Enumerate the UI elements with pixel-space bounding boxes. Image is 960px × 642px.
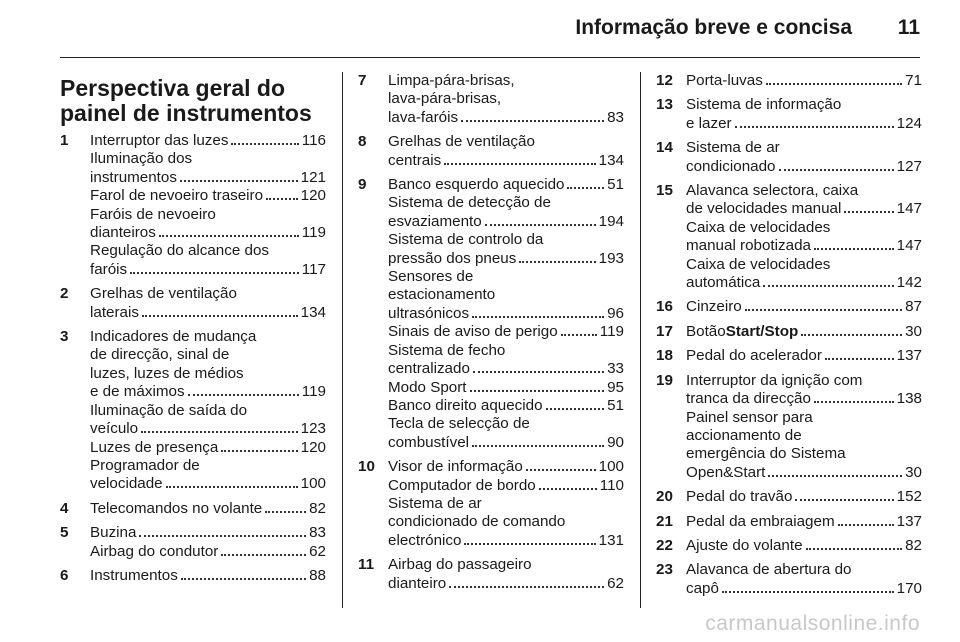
entry-line-with-page [686, 158, 922, 176]
entry-number: 14 [656, 139, 673, 157]
column-divider [342, 72, 343, 608]
entry-text: e de máximos [90, 383, 185, 401]
dot-leader [814, 387, 894, 403]
entry-text: Computador de bordo [388, 476, 536, 494]
index-entry [656, 72, 922, 90]
dot-leader [768, 461, 902, 477]
entry-list [358, 72, 624, 593]
entry-text: Airbag do condutor [90, 542, 219, 560]
entry-number: 6 [60, 566, 69, 584]
dot-leader [139, 521, 306, 537]
index-entry [60, 524, 326, 561]
entry-text: Modo Sport [388, 378, 467, 396]
entry-number: 10 [358, 458, 375, 476]
entry-text: condicionado de comando [388, 513, 566, 531]
entry-number: 4 [60, 499, 69, 517]
index-entry [656, 298, 922, 316]
entry-number: 16 [656, 298, 673, 316]
entry-line-with-page [90, 567, 326, 585]
page-number: 11 [897, 16, 920, 39]
page-reference: 120 [300, 187, 326, 205]
page-reference: 131 [598, 531, 624, 549]
entry-text: laterais [90, 303, 139, 321]
entry-number: 21 [656, 512, 673, 530]
index-entry [656, 139, 922, 176]
entry-line-with-page [90, 261, 326, 279]
dot-leader [485, 210, 596, 226]
index-entry [656, 347, 922, 365]
page-reference: 134 [300, 303, 326, 321]
entry-text: emergência do Sistema [686, 445, 846, 463]
entry-text: de velocidades manual [686, 200, 842, 218]
entry-text: Open&Start [686, 463, 766, 481]
entry-line [90, 328, 326, 346]
entry-line-with-page [686, 237, 922, 255]
entry-line [388, 495, 624, 513]
page-reference: 30 [905, 322, 922, 340]
entry-number: 7 [358, 72, 367, 89]
index-entry [60, 328, 326, 494]
dot-leader [766, 69, 902, 85]
page-reference: 137 [896, 347, 922, 365]
index-entry [60, 567, 326, 585]
dot-leader [265, 497, 306, 513]
entry-text: Interruptor da ignição com [686, 371, 863, 389]
entry-text: Pedal do travão [686, 488, 793, 506]
index-entry [656, 513, 922, 531]
entry-text: lava-pára-brisas, [388, 90, 502, 108]
page-reference: 82 [905, 536, 922, 554]
entry-line-with-page [388, 397, 624, 415]
entry-number: 13 [656, 96, 673, 114]
entry-text: automática [686, 274, 761, 292]
dot-leader [519, 247, 595, 263]
entry-text: veículo [90, 420, 139, 438]
index-entry [358, 133, 624, 170]
entry-list [60, 132, 326, 585]
entry-number: 22 [656, 536, 673, 554]
page-reference: 119 [599, 323, 624, 341]
entry-number: 12 [656, 72, 673, 89]
entry-text: Botão [686, 322, 726, 340]
dot-leader [539, 474, 597, 490]
dot-leader [266, 184, 298, 200]
page-reference: 119 [301, 383, 326, 401]
entry-list [656, 72, 922, 598]
entry-line-with-page [90, 383, 326, 401]
entry-number: 19 [656, 371, 673, 389]
entry-line-with-page [686, 537, 922, 555]
entry-text: ultrasónicos [388, 304, 470, 322]
page-reference: 147 [896, 237, 922, 255]
entry-text: Interruptor das luzes [90, 132, 229, 149]
index-entry [656, 96, 922, 133]
dot-leader [142, 301, 298, 317]
entry-line-with-page [90, 224, 326, 242]
dot-leader [231, 129, 298, 145]
page-reference: 71 [905, 72, 922, 89]
entry-text: Buzina [90, 524, 137, 542]
entry-text: Instrumentos [90, 566, 178, 584]
entry-text: Visor de informação [388, 458, 523, 476]
entry-text: dianteiro [388, 574, 447, 592]
entry-text: Grelhas de ventilação [388, 133, 535, 151]
entry-text: Telecomandos no volante [90, 499, 263, 517]
page-reference: 83 [607, 108, 624, 126]
column-1 [60, 76, 326, 591]
watermark: carmanualsonline.info [705, 612, 920, 635]
entry-line-with-page [686, 200, 922, 218]
entry-number: 23 [656, 561, 673, 579]
entry-text: Farol de nevoeiro traseiro [90, 187, 264, 205]
entry-line [90, 346, 326, 364]
entry-line-with-page [388, 575, 624, 593]
dot-leader [838, 510, 894, 526]
entry-text: Grelhas de ventilação [90, 285, 237, 303]
entry-text: Luzes de presença [90, 438, 219, 456]
page-reference: 127 [896, 157, 922, 175]
dot-leader [795, 485, 893, 501]
section-title-line: Perspectiva geral do [60, 75, 285, 101]
dot-leader [464, 529, 595, 545]
entry-text: estacionamento [388, 286, 496, 304]
dot-leader [470, 376, 605, 392]
page-reference: 142 [896, 274, 922, 292]
index-entry [358, 556, 624, 593]
entry-text: Caixa de velocidades [686, 255, 831, 273]
dot-leader [181, 564, 306, 580]
page-reference: 100 [598, 458, 624, 476]
column-divider [640, 72, 641, 608]
entry-text: Sistema de ar [686, 139, 780, 157]
dot-leader [221, 540, 306, 556]
page-reference: 138 [896, 390, 922, 408]
page-reference: 121 [300, 168, 326, 186]
page-reference: 137 [896, 512, 922, 530]
dot-leader [473, 357, 604, 373]
index-entry [656, 182, 922, 292]
page-reference: 88 [309, 566, 326, 584]
entry-text: Sistema de fecho [388, 341, 506, 359]
dot-leader [779, 155, 894, 171]
dot-leader [188, 380, 299, 396]
page-reference: 170 [896, 579, 922, 597]
index-entry [60, 500, 326, 518]
page-reference: 147 [896, 200, 922, 218]
page-reference: 33 [607, 360, 624, 378]
entry-line-with-page [686, 488, 922, 506]
entry-text: de direcção, sinal de [90, 346, 230, 364]
dot-leader [825, 344, 894, 360]
dot-leader [166, 472, 298, 488]
entry-line-with-page [686, 464, 922, 482]
entry-line-with-page [90, 187, 326, 205]
section-title [60, 76, 326, 126]
entry-text: Painel sensor para [686, 408, 813, 426]
entry-line [686, 427, 922, 445]
entry-line-with-page [388, 109, 624, 127]
page-reference: 124 [896, 114, 922, 132]
page-reference: 83 [309, 524, 326, 542]
entry-text: Sistema de detecção de [388, 194, 551, 212]
index-entry [656, 488, 922, 506]
entry-line-with-page [686, 72, 922, 90]
dot-leader [221, 436, 297, 452]
entry-text: Regulação do alcance dos [90, 242, 270, 260]
dot-leader [461, 106, 604, 122]
entry-bold-text: Start/Stop [725, 322, 799, 340]
page-reference: 117 [301, 260, 326, 278]
index-entry [358, 176, 624, 452]
page-reference: 120 [300, 438, 326, 456]
entry-text: dianteiros [90, 224, 156, 242]
page-reference: 116 [301, 132, 326, 149]
entry-text: Pedal do acelerador [686, 347, 822, 365]
entry-text: Porta-luvas [686, 72, 763, 89]
entry-text: Iluminação de saída do [90, 401, 248, 419]
entry-text: instrumentos [90, 168, 177, 186]
dot-leader [745, 295, 902, 311]
entry-text: lava-faróis [388, 108, 459, 126]
column-2 [358, 72, 624, 599]
dot-leader [141, 417, 298, 433]
entry-line [388, 268, 624, 286]
entry-line-with-page [686, 323, 922, 341]
index-entry [358, 72, 624, 127]
index-entry [656, 561, 922, 598]
dot-leader [180, 166, 298, 182]
entry-line-with-page [686, 298, 922, 316]
entry-text: Caixa de velocidades [686, 218, 831, 236]
entry-text: tranca da direcção [686, 390, 811, 408]
page-reference: 62 [309, 542, 326, 560]
entry-text: centrais [388, 151, 442, 169]
entry-text: Sistema de controlo da [388, 231, 544, 249]
page-reference: 152 [896, 488, 922, 506]
entry-text: accionamento de [686, 426, 802, 444]
entry-line-with-page [388, 152, 624, 170]
entry-number: 15 [656, 182, 673, 200]
dot-leader [814, 234, 894, 250]
page-reference: 30 [905, 463, 922, 481]
entry-text: Sinais de aviso de perigo [388, 323, 558, 341]
entry-text: esvaziamento [388, 212, 482, 230]
entry-number: 8 [358, 133, 367, 151]
entry-number: 18 [656, 347, 673, 365]
entry-text: combustível [388, 433, 470, 451]
entry-text: Sistema de informação [686, 96, 842, 114]
entry-text: Ajuste do volante [686, 536, 803, 554]
index-entry [656, 323, 922, 341]
entry-line-with-page [90, 132, 326, 150]
entry-line-with-page [686, 390, 922, 408]
entry-text: Alavanca de abertura do [686, 561, 852, 579]
entry-text: Alavanca selectora, caixa [686, 182, 859, 200]
entry-number: 11 [358, 556, 375, 574]
page-reference: 194 [598, 212, 624, 230]
entry-text: Faróis de nevoeiro [90, 205, 216, 223]
column-3 [656, 72, 922, 604]
entry-line-with-page [90, 475, 326, 493]
entry-text: faróis [90, 260, 128, 278]
section-title-line: painel de instrumentos [60, 100, 312, 126]
index-entry [60, 285, 326, 322]
dot-leader [526, 455, 596, 471]
entry-line-with-page [686, 115, 922, 133]
entry-line-with-page [90, 439, 326, 457]
dot-leader [561, 320, 597, 336]
entry-text: electrónico [388, 531, 462, 549]
page-reference: 100 [300, 475, 326, 493]
dot-leader [806, 534, 903, 550]
entry-text: Tecla de selecção de [388, 415, 530, 433]
entry-number: 1 [60, 132, 69, 149]
entry-line-with-page [388, 532, 624, 550]
dot-leader [130, 258, 299, 274]
entry-line-with-page [686, 513, 922, 531]
entry-text: Programador de [90, 456, 200, 474]
dot-leader [444, 149, 595, 165]
index-entry [656, 372, 922, 482]
entry-text: Airbag do passageiro [388, 556, 532, 574]
index-entry [656, 537, 922, 555]
entry-line-with-page [686, 347, 922, 365]
entry-line-with-page [388, 323, 624, 341]
page-reference: 119 [301, 224, 326, 242]
index-entry [358, 458, 624, 550]
page-reference: 87 [905, 298, 922, 316]
page-reference: 82 [309, 499, 326, 517]
page-reference: 134 [598, 151, 624, 169]
entry-number: 5 [60, 524, 69, 542]
entry-number: 2 [60, 285, 69, 303]
entry-line-with-page [388, 434, 624, 452]
entry-text: luzes, luzes de médios [90, 364, 244, 382]
entry-line-with-page [90, 543, 326, 561]
page-reference: 123 [300, 420, 326, 438]
entry-text: Indicadores de mudança [90, 328, 257, 346]
dot-leader [546, 394, 605, 410]
page-reference: 90 [607, 433, 624, 451]
page-reference: 193 [598, 249, 624, 267]
entry-text: velocidade [90, 475, 163, 493]
dot-leader [449, 572, 604, 588]
entry-text: Banco esquerdo aquecido [388, 176, 565, 194]
entry-number: 20 [656, 488, 673, 506]
entry-text: pressão dos pneus [388, 249, 517, 267]
entry-line-with-page [90, 304, 326, 322]
entry-text: centralizado [388, 360, 470, 378]
entry-text: capô [686, 579, 719, 597]
page-reference: 95 [607, 378, 624, 396]
entry-text: manual robotizada [686, 237, 811, 255]
dot-leader [763, 271, 893, 287]
entry-text: Sistema de ar [388, 494, 482, 512]
header-divider [60, 57, 920, 58]
page-title: Informação breve e concisa [575, 16, 852, 39]
dot-leader [722, 577, 894, 593]
entry-line-with-page [686, 274, 922, 292]
entry-line-with-page [388, 176, 624, 194]
entry-line [686, 409, 922, 427]
entry-text: Limpa-pára-brisas, [388, 72, 515, 89]
entry-number: 17 [656, 322, 673, 340]
dot-leader [567, 173, 604, 189]
dot-leader [844, 197, 893, 213]
page-reference: 51 [607, 396, 624, 414]
page-reference: 62 [607, 574, 624, 592]
entry-number: 9 [358, 176, 367, 194]
entry-text: Sensores de [388, 268, 474, 286]
page-header [60, 16, 920, 50]
entry-line-with-page [388, 477, 624, 495]
entry-line-with-page [388, 250, 624, 268]
entry-text: Banco direito aquecido [388, 396, 543, 414]
page-reference: 96 [607, 304, 624, 322]
entry-text: e lazer [686, 114, 732, 132]
entry-line-with-page [388, 213, 624, 231]
index-entry [60, 132, 326, 279]
dot-leader [472, 302, 604, 318]
dot-leader [801, 320, 902, 336]
entry-number: 3 [60, 328, 69, 346]
entry-line-with-page [90, 500, 326, 518]
page-reference: 51 [607, 176, 624, 194]
entry-line-with-page [686, 580, 922, 598]
dot-leader [159, 221, 299, 237]
entry-text: condicionado [686, 157, 776, 175]
dot-leader [735, 112, 894, 128]
entry-text: Pedal da embraiagem [686, 512, 835, 530]
entry-line [388, 72, 624, 90]
page-reference: 110 [599, 476, 624, 494]
entry-text: Cinzeiro [686, 298, 742, 316]
entry-text: Iluminação dos [90, 150, 193, 168]
dot-leader [472, 431, 604, 447]
